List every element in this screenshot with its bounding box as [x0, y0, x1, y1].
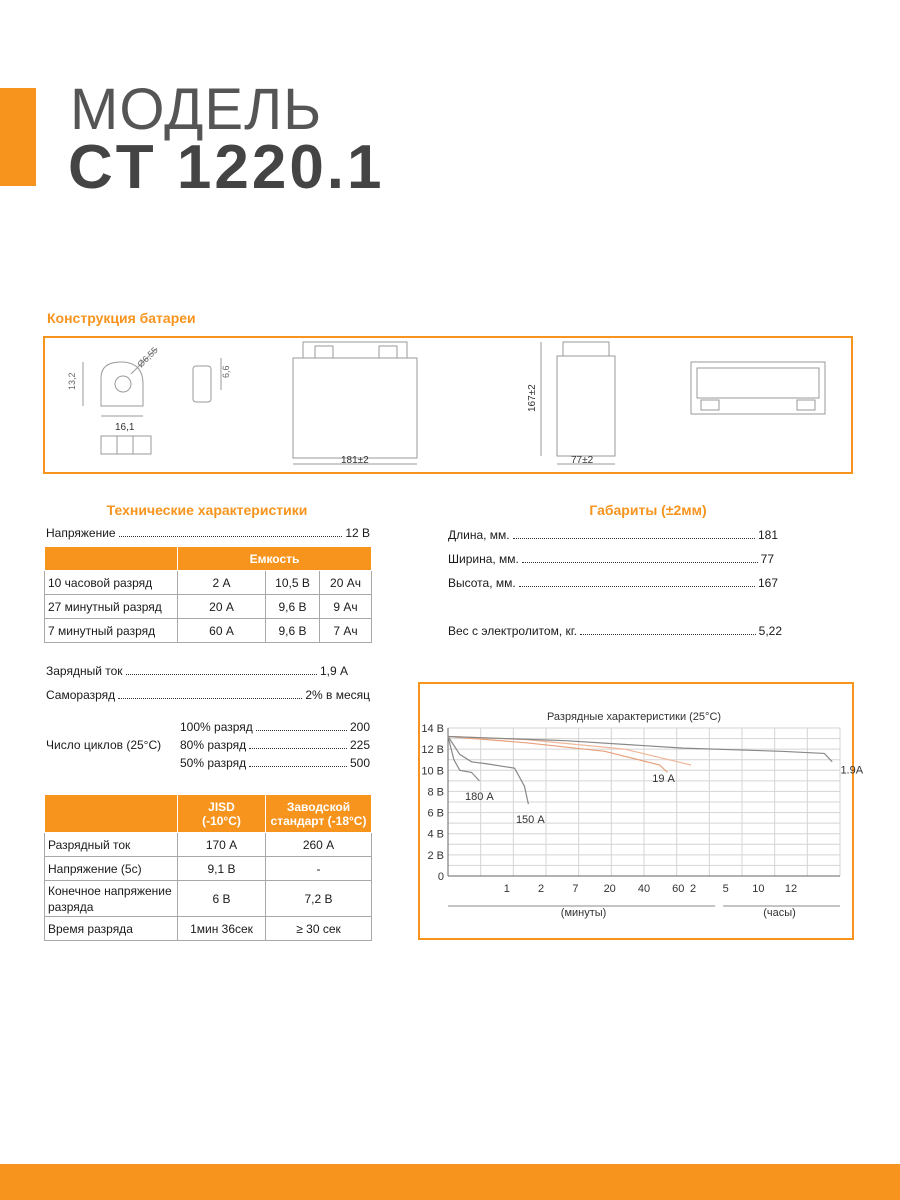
battery-side-outline — [557, 356, 615, 456]
y-tick-label: 10 В — [421, 765, 444, 778]
cycles-row: 100% разряд 200 — [180, 720, 370, 734]
x-tick-label: 20 — [603, 883, 616, 895]
dot-leader — [249, 748, 347, 749]
dot-leader — [119, 536, 343, 537]
model-label: МОДЕЛЬ — [70, 77, 323, 142]
capacity-header-row — [45, 547, 372, 571]
table-row: 27 минутный разряд 20 А 9,6 В 9 Ач — [45, 595, 372, 619]
terminal-height-label: 13,2 — [67, 372, 77, 390]
cold-start-header-row — [45, 795, 372, 833]
series-label: 1.9А — [840, 764, 864, 777]
x-tick-label: 40 — [637, 883, 651, 895]
charge-current-row: Зарядный ток 1,9 А — [46, 664, 348, 678]
weight-row: Вес с электролитом, кг. 5,22 — [448, 624, 782, 638]
terminal-side-outline — [193, 366, 211, 402]
battery-top-outline — [691, 362, 825, 414]
cycles-row: 80% разряд 225 — [180, 738, 370, 752]
self-discharge-row: Саморазряд 2% в месяц — [46, 688, 370, 702]
y-tick-label: 14 В — [421, 723, 444, 735]
cycles-row: 50% разряд 500 — [180, 756, 370, 770]
dot-leader — [126, 674, 317, 675]
x-tick-label: 2 — [538, 883, 545, 895]
terminal-hole — [115, 376, 131, 392]
terminal-diameter-label: Ø6,55 — [135, 344, 160, 370]
chart-grid — [448, 728, 840, 876]
model-name: CT 1220.1 — [68, 133, 385, 202]
x-tick-label: 1 — [503, 883, 510, 895]
jisd-header: JISD (-10°С) — [178, 795, 266, 833]
capacity-table — [44, 546, 372, 643]
discharge-chart-box — [418, 682, 864, 940]
footer-accent-bar — [0, 1164, 900, 1200]
series-label: 150 А — [515, 814, 545, 827]
dimension-row: Высота, мм. 167 — [448, 576, 778, 590]
battery-drawing — [45, 338, 851, 472]
header-accent-bar — [0, 88, 36, 186]
y-tick-label: 6 В — [427, 807, 444, 820]
cycles-label: Число циклов (25°С) — [46, 738, 162, 752]
dimension-row: Ширина, мм. 77 — [448, 552, 774, 566]
specs-title: Технические характеристики — [106, 502, 308, 518]
y-tick-label: 4 В — [427, 828, 444, 841]
construction-drawing-box — [43, 336, 853, 474]
voltage-value: 12 В — [345, 526, 370, 540]
terminal-thickness-label: 6,6 — [221, 365, 231, 378]
dot-leader — [249, 766, 347, 767]
table-row: 10 часовой разряд 2 А 10,5 В 20 Ач — [45, 571, 372, 595]
x-tick-label: 7 — [572, 883, 579, 895]
x-tick-label: 60 — [672, 883, 685, 895]
y-tick-label: 12 В — [421, 744, 444, 757]
dot-leader — [522, 562, 758, 563]
terminal-width-label: 16,1 — [115, 422, 135, 433]
table-row: Напряжение (5с) 9,1 В - — [45, 857, 372, 881]
dot-leader — [118, 698, 302, 699]
dot-leader — [256, 730, 347, 731]
hours-label: (часы) — [763, 907, 796, 919]
chart-y-ticks — [421, 723, 444, 883]
chart-x-segments — [448, 906, 840, 919]
x-tick-label: 10 — [752, 883, 765, 895]
factory-header: Заводской стандарт (-18°С) — [266, 795, 372, 833]
battery-length-label: 181±2 — [341, 455, 369, 466]
voltage-row — [46, 526, 370, 540]
cold-start-table — [44, 794, 372, 941]
discharge-chart — [420, 684, 864, 938]
minutes-label: (минуты) — [560, 907, 607, 919]
dot-leader — [519, 586, 755, 587]
y-tick-label: 0 — [437, 871, 444, 883]
x-tick-label: 12 — [784, 883, 798, 895]
dot-leader — [513, 538, 755, 539]
series-label: 180 А — [464, 790, 494, 803]
capacity-header: Емкость — [178, 547, 372, 571]
y-tick-label: 8 В — [427, 786, 444, 799]
y-tick-label: 2 В — [427, 849, 444, 862]
voltage-label: Напряжение — [46, 526, 116, 540]
table-row: Время разряда 1мин 36сек ≥ 30 сек — [45, 917, 372, 941]
x-tick-label: 5 — [722, 883, 729, 895]
x-tick-label: 2 — [689, 883, 697, 895]
table-row: Конечное напряжение разряда 6 В 7,2 В — [45, 881, 372, 917]
terminal-top-outline — [101, 436, 151, 454]
battery-lid-outline — [303, 342, 407, 358]
dimensions-title: Габариты (±2мм) — [589, 502, 707, 518]
chart-title: Разрядные характеристики (25°С) — [546, 711, 722, 723]
battery-width-label: 77±2 — [571, 455, 594, 466]
table-row: Разрядный ток 170 А 260 А — [45, 833, 372, 857]
battery-front-outline — [293, 358, 417, 458]
battery-height-label: 167±2 — [527, 384, 538, 412]
construction-title: Конструкция батареи — [47, 310, 196, 326]
dot-leader — [580, 634, 756, 635]
table-row: 7 минутный разряд 60 А 9,6 В 7 Ач — [45, 619, 372, 643]
chart-series-labels — [465, 764, 864, 826]
chart-x-ticks — [504, 883, 797, 895]
dimension-row: Длина, мм. 181 — [448, 528, 778, 542]
series-label: 19 А — [652, 772, 675, 785]
